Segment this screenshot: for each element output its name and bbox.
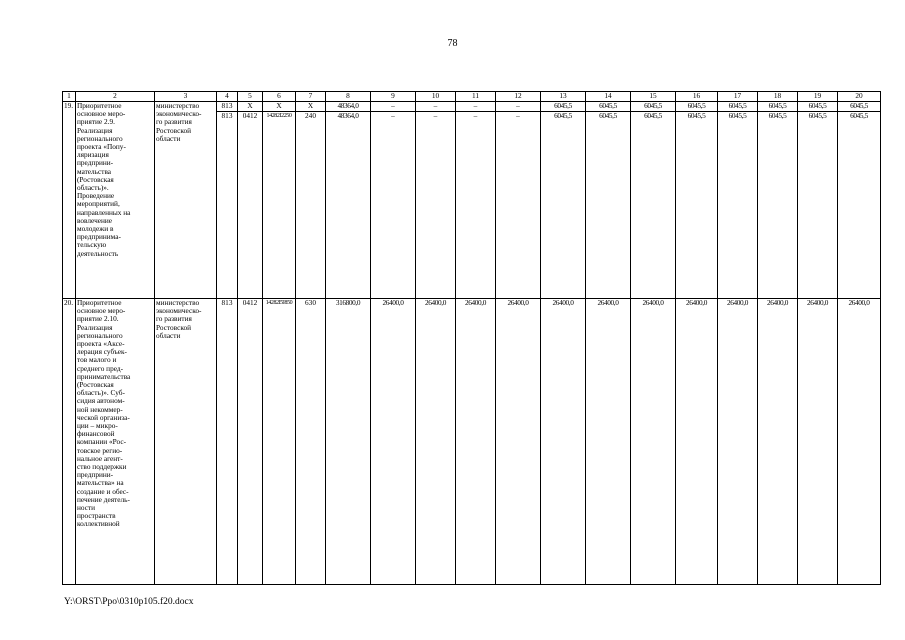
year-value: 6045,5 xyxy=(718,102,758,112)
executor: министерство экономическо- го развития Ростовской области xyxy=(155,299,217,585)
year-value: – xyxy=(496,102,541,112)
year-value: 6045,5 xyxy=(586,102,631,112)
file-path-footer: Y:\ORST\Ppo\0310p105.f20.docx xyxy=(64,597,194,607)
column-header: 3 xyxy=(155,92,217,102)
section-code: 0412 xyxy=(238,112,263,299)
row-number: 20. xyxy=(63,299,76,585)
year-value: 6045,5 xyxy=(586,112,631,299)
total-value: 48364,0 xyxy=(326,102,371,112)
year-value: 6045,5 xyxy=(676,112,718,299)
year-value: – xyxy=(456,102,496,112)
executor: министерство экономическо- го развития Ростовской области xyxy=(155,102,217,299)
year-value: 6045,5 xyxy=(541,112,586,299)
column-header: 13 xyxy=(541,92,586,102)
column-header: 14 xyxy=(586,92,631,102)
year-value: 6045,5 xyxy=(798,112,838,299)
target-code: 14282I2250 xyxy=(263,112,296,299)
column-header: 12 xyxy=(496,92,541,102)
column-header: 17 xyxy=(718,92,758,102)
column-header: 20 xyxy=(838,92,881,102)
column-header: 5 xyxy=(238,92,263,102)
year-value: 6045,5 xyxy=(631,102,676,112)
year-value: 6045,5 xyxy=(758,112,798,299)
year-value: 26400,0 xyxy=(631,299,676,585)
year-value: – xyxy=(416,112,456,299)
year-value: – xyxy=(371,102,416,112)
column-header: 11 xyxy=(456,92,496,102)
table-row xyxy=(63,102,881,112)
page-number: 78 xyxy=(447,38,458,49)
year-value: 26400,0 xyxy=(586,299,631,585)
year-value: 26400,0 xyxy=(718,299,758,585)
year-value: 26400,0 xyxy=(541,299,586,585)
year-value: 6045,5 xyxy=(838,102,881,112)
year-value: 26400,0 xyxy=(798,299,838,585)
year-value: – xyxy=(456,112,496,299)
year-value: 6045,5 xyxy=(758,102,798,112)
year-value: 6045,5 xyxy=(631,112,676,299)
column-header: 2 xyxy=(76,92,155,102)
expense-type: X xyxy=(296,102,326,112)
year-value: – xyxy=(496,112,541,299)
target-code: X xyxy=(263,102,296,112)
year-value: 6045,5 xyxy=(541,102,586,112)
column-header: 8 xyxy=(326,92,371,102)
activity-name: Приоритетное основное меро- приятие 2.9. Реализация регионального проекта «Попу- ляризация предприни- мательства (Ростовская область)». Проведение мероприятий, направленных на вовлечение молодежи в предпринима- тельскую деятельность xyxy=(76,102,155,299)
year-value: 6045,5 xyxy=(676,102,718,112)
row-number: 19. xyxy=(63,102,76,299)
activity-name: Приоритетное основное меро- приятие 2.10. Реализация регионального проекта «Аксе- лерация субъек- тов малого и среднего пред- принимательства (Ростовская область)». Суб- сидия автоном- ной некоммер- ческой организа- ции – микро- финансовой компании «Рос- товское регио- нальное агент- ство поддержки предприни- мательства» на создание и обес- печение деятель- ности пространств коллективной xyxy=(76,299,155,585)
year-value: 6045,5 xyxy=(798,102,838,112)
column-header: 7 xyxy=(296,92,326,102)
column-header: 18 xyxy=(758,92,798,102)
column-header: 1 xyxy=(63,92,76,102)
grbs-code: 813 xyxy=(217,299,238,585)
total-value: 316800,0 xyxy=(326,299,371,585)
year-value: 26400,0 xyxy=(838,299,881,585)
budget-table xyxy=(62,91,881,585)
total-value: 48364,0 xyxy=(326,112,371,299)
column-header: 9 xyxy=(371,92,416,102)
year-value: 26400,0 xyxy=(676,299,718,585)
year-value: – xyxy=(371,112,416,299)
year-value: 26400,0 xyxy=(758,299,798,585)
year-value: 26400,0 xyxy=(416,299,456,585)
year-value: 6045,5 xyxy=(838,112,881,299)
target-code: 14282I5I850 xyxy=(263,299,296,585)
year-value: 26400,0 xyxy=(456,299,496,585)
column-header: 16 xyxy=(676,92,718,102)
section-code: 0412 xyxy=(238,299,263,585)
year-value: 6045,5 xyxy=(718,112,758,299)
column-header: 15 xyxy=(631,92,676,102)
year-value: – xyxy=(416,102,456,112)
year-value: 26400,0 xyxy=(371,299,416,585)
expense-type: 240 xyxy=(296,112,326,299)
table-row xyxy=(63,299,881,585)
expense-type: 630 xyxy=(296,299,326,585)
column-number-row xyxy=(63,92,881,102)
year-value: 26400,0 xyxy=(496,299,541,585)
column-header: 19 xyxy=(798,92,838,102)
column-header: 4 xyxy=(217,92,238,102)
column-header: 10 xyxy=(416,92,456,102)
section-code: X xyxy=(238,102,263,112)
grbs-code: 813 xyxy=(217,112,238,299)
grbs-code: 813 xyxy=(217,102,238,112)
column-header: 6 xyxy=(263,92,296,102)
